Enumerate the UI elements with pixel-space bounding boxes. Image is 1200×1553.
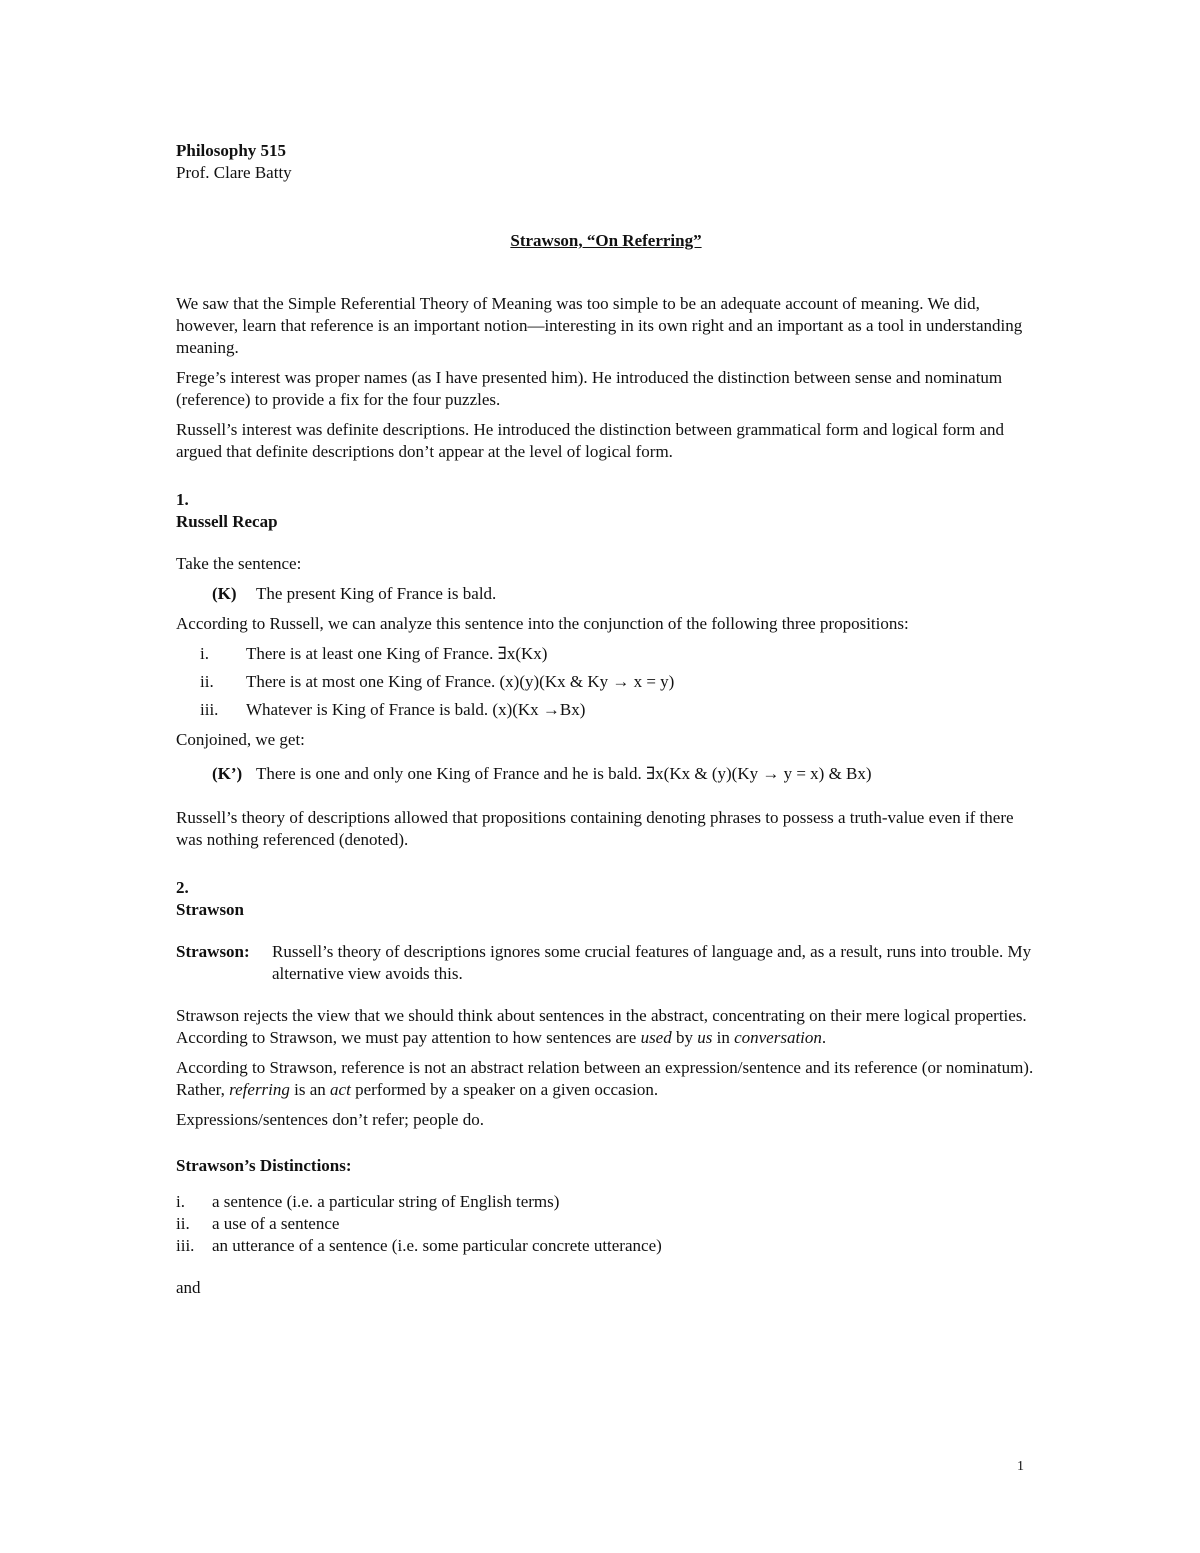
- sentence-k-prime: [212, 763, 1036, 785]
- list-item-text: There is at least one King of France. ∃x(Kx): [246, 644, 548, 663]
- strawson-claim: [176, 941, 1036, 985]
- list-item-number: ii.: [176, 1214, 190, 1233]
- sentence-k: [212, 583, 1036, 605]
- and-text: and: [176, 1278, 201, 1297]
- p2-part-c: performed by a speaker on a given occasion.: [350, 1080, 659, 1099]
- list-item: [194, 643, 1036, 665]
- conjoined-text: Conjoined, we get:: [176, 730, 305, 749]
- sentence-k-text: The present King of France is bald.: [256, 584, 497, 603]
- page-body: [176, 140, 1036, 1307]
- list-item: [194, 699, 1036, 721]
- list-item-number: iii.: [200, 700, 219, 719]
- list-item-text: There is at most one King of France. (x)(y)(Kx & Ky → x = y): [246, 672, 675, 691]
- list-item: [176, 1191, 1036, 1213]
- sentence-k-prime-label: (K’): [212, 764, 243, 783]
- sentence-k-label: (K): [212, 584, 237, 603]
- section-1-heading: Russell Recap: [176, 512, 278, 531]
- professor-name: Prof. Clare Batty: [176, 163, 292, 182]
- propositions-list: [176, 643, 1036, 721]
- list-item-text: an utterance of a sentence (i.e. some particular concrete utterance): [212, 1236, 662, 1255]
- section-1-number: 1.: [176, 490, 189, 509]
- p2-act: act: [330, 1080, 351, 1099]
- p2-part-b: is an: [289, 1080, 331, 1099]
- document-title: Strawson, “On Referring”: [510, 231, 702, 250]
- strawson-paragraph-1: [176, 1005, 1036, 1049]
- section-2-number: 2.: [176, 878, 189, 897]
- list-item-number: i.: [200, 644, 209, 663]
- intro-paragraph-3: Russell’s interest was definite descriptions. He introduced the distinction between grammatical form and logical form and argued that definite descriptions don’t appear at the level of logical form.: [176, 420, 1005, 461]
- distinctions-list: [176, 1191, 1036, 1257]
- p1-part-c: in: [712, 1028, 735, 1047]
- p2-referring: referring: [229, 1080, 290, 1099]
- distinctions-heading: Strawson’s Distinctions:: [176, 1156, 352, 1175]
- list-item-text: a use of a sentence: [212, 1214, 340, 1233]
- russell-summary: Russell’s theory of descriptions allowed that propositions containing denoting phrases to possess a truth-value even if there was nothing referenced (denoted).: [176, 808, 1014, 849]
- p2-part-a: According to Strawson, reference is not an abstract relation between an expression/sentence and its reference (or nominatum). Rather,: [176, 1058, 1034, 1099]
- p1-conversation: conversation: [734, 1028, 822, 1047]
- according-to-russell: According to Russell, we can analyze this sentence into the conjunction of the following three propositions:: [176, 614, 909, 633]
- list-item-number: i.: [176, 1192, 185, 1211]
- intro-paragraph-1: We saw that the Simple Referential Theory of Meaning was too simple to be an adequate account of meaning. We did, however, learn that reference is an important notion—interesting in its own right and an important as a tool in understanding meaning.: [176, 294, 1023, 357]
- list-item-text: a sentence (i.e. a particular string of English terms): [212, 1192, 560, 1211]
- section-2-heading: Strawson: [176, 900, 245, 919]
- intro-paragraph-2: Frege’s interest was proper names (as I have presented him). He introduced the distinction between sense and nominatum (reference) to provide a fix for the four puzzles.: [176, 368, 1003, 409]
- p1-part-a: Strawson rejects the view that we should think about sentences in the abstract, concentrating on their mere logical properties. According to Strawson, we must pay attention to how sentences are: [176, 1006, 1027, 1047]
- p1-part-d: .: [821, 1028, 827, 1047]
- list-item-number: ii.: [200, 672, 214, 691]
- sentence-k-prime-text: There is one and only one King of France and he is bald. ∃x(Kx & (y)(Ky → y = x) & Bx): [256, 764, 872, 783]
- p1-used: used: [640, 1028, 672, 1047]
- strawson-paragraph-3: Expressions/sentences don’t refer; people do.: [176, 1110, 484, 1129]
- p1-part-b: by: [671, 1028, 698, 1047]
- list-item-number: iii.: [176, 1236, 195, 1255]
- strawson-paragraph-2: [176, 1057, 1036, 1101]
- list-item: [176, 1235, 1036, 1257]
- page-number: 1: [1017, 1459, 1024, 1474]
- course-title: Philosophy 515: [176, 141, 287, 160]
- list-item: [176, 1213, 1036, 1235]
- strawson-claim-speaker: Strawson:: [176, 942, 250, 961]
- list-item-text: Whatever is King of France is bald. (x)(Kx →Bx): [246, 700, 586, 719]
- take-sentence: Take the sentence:: [176, 554, 302, 573]
- list-item: [194, 671, 1036, 693]
- p1-us: us: [697, 1028, 713, 1047]
- strawson-claim-text: Russell’s theory of descriptions ignores some crucial features of language and, as a result, runs into trouble. My alternative view avoids this.: [272, 942, 1032, 983]
